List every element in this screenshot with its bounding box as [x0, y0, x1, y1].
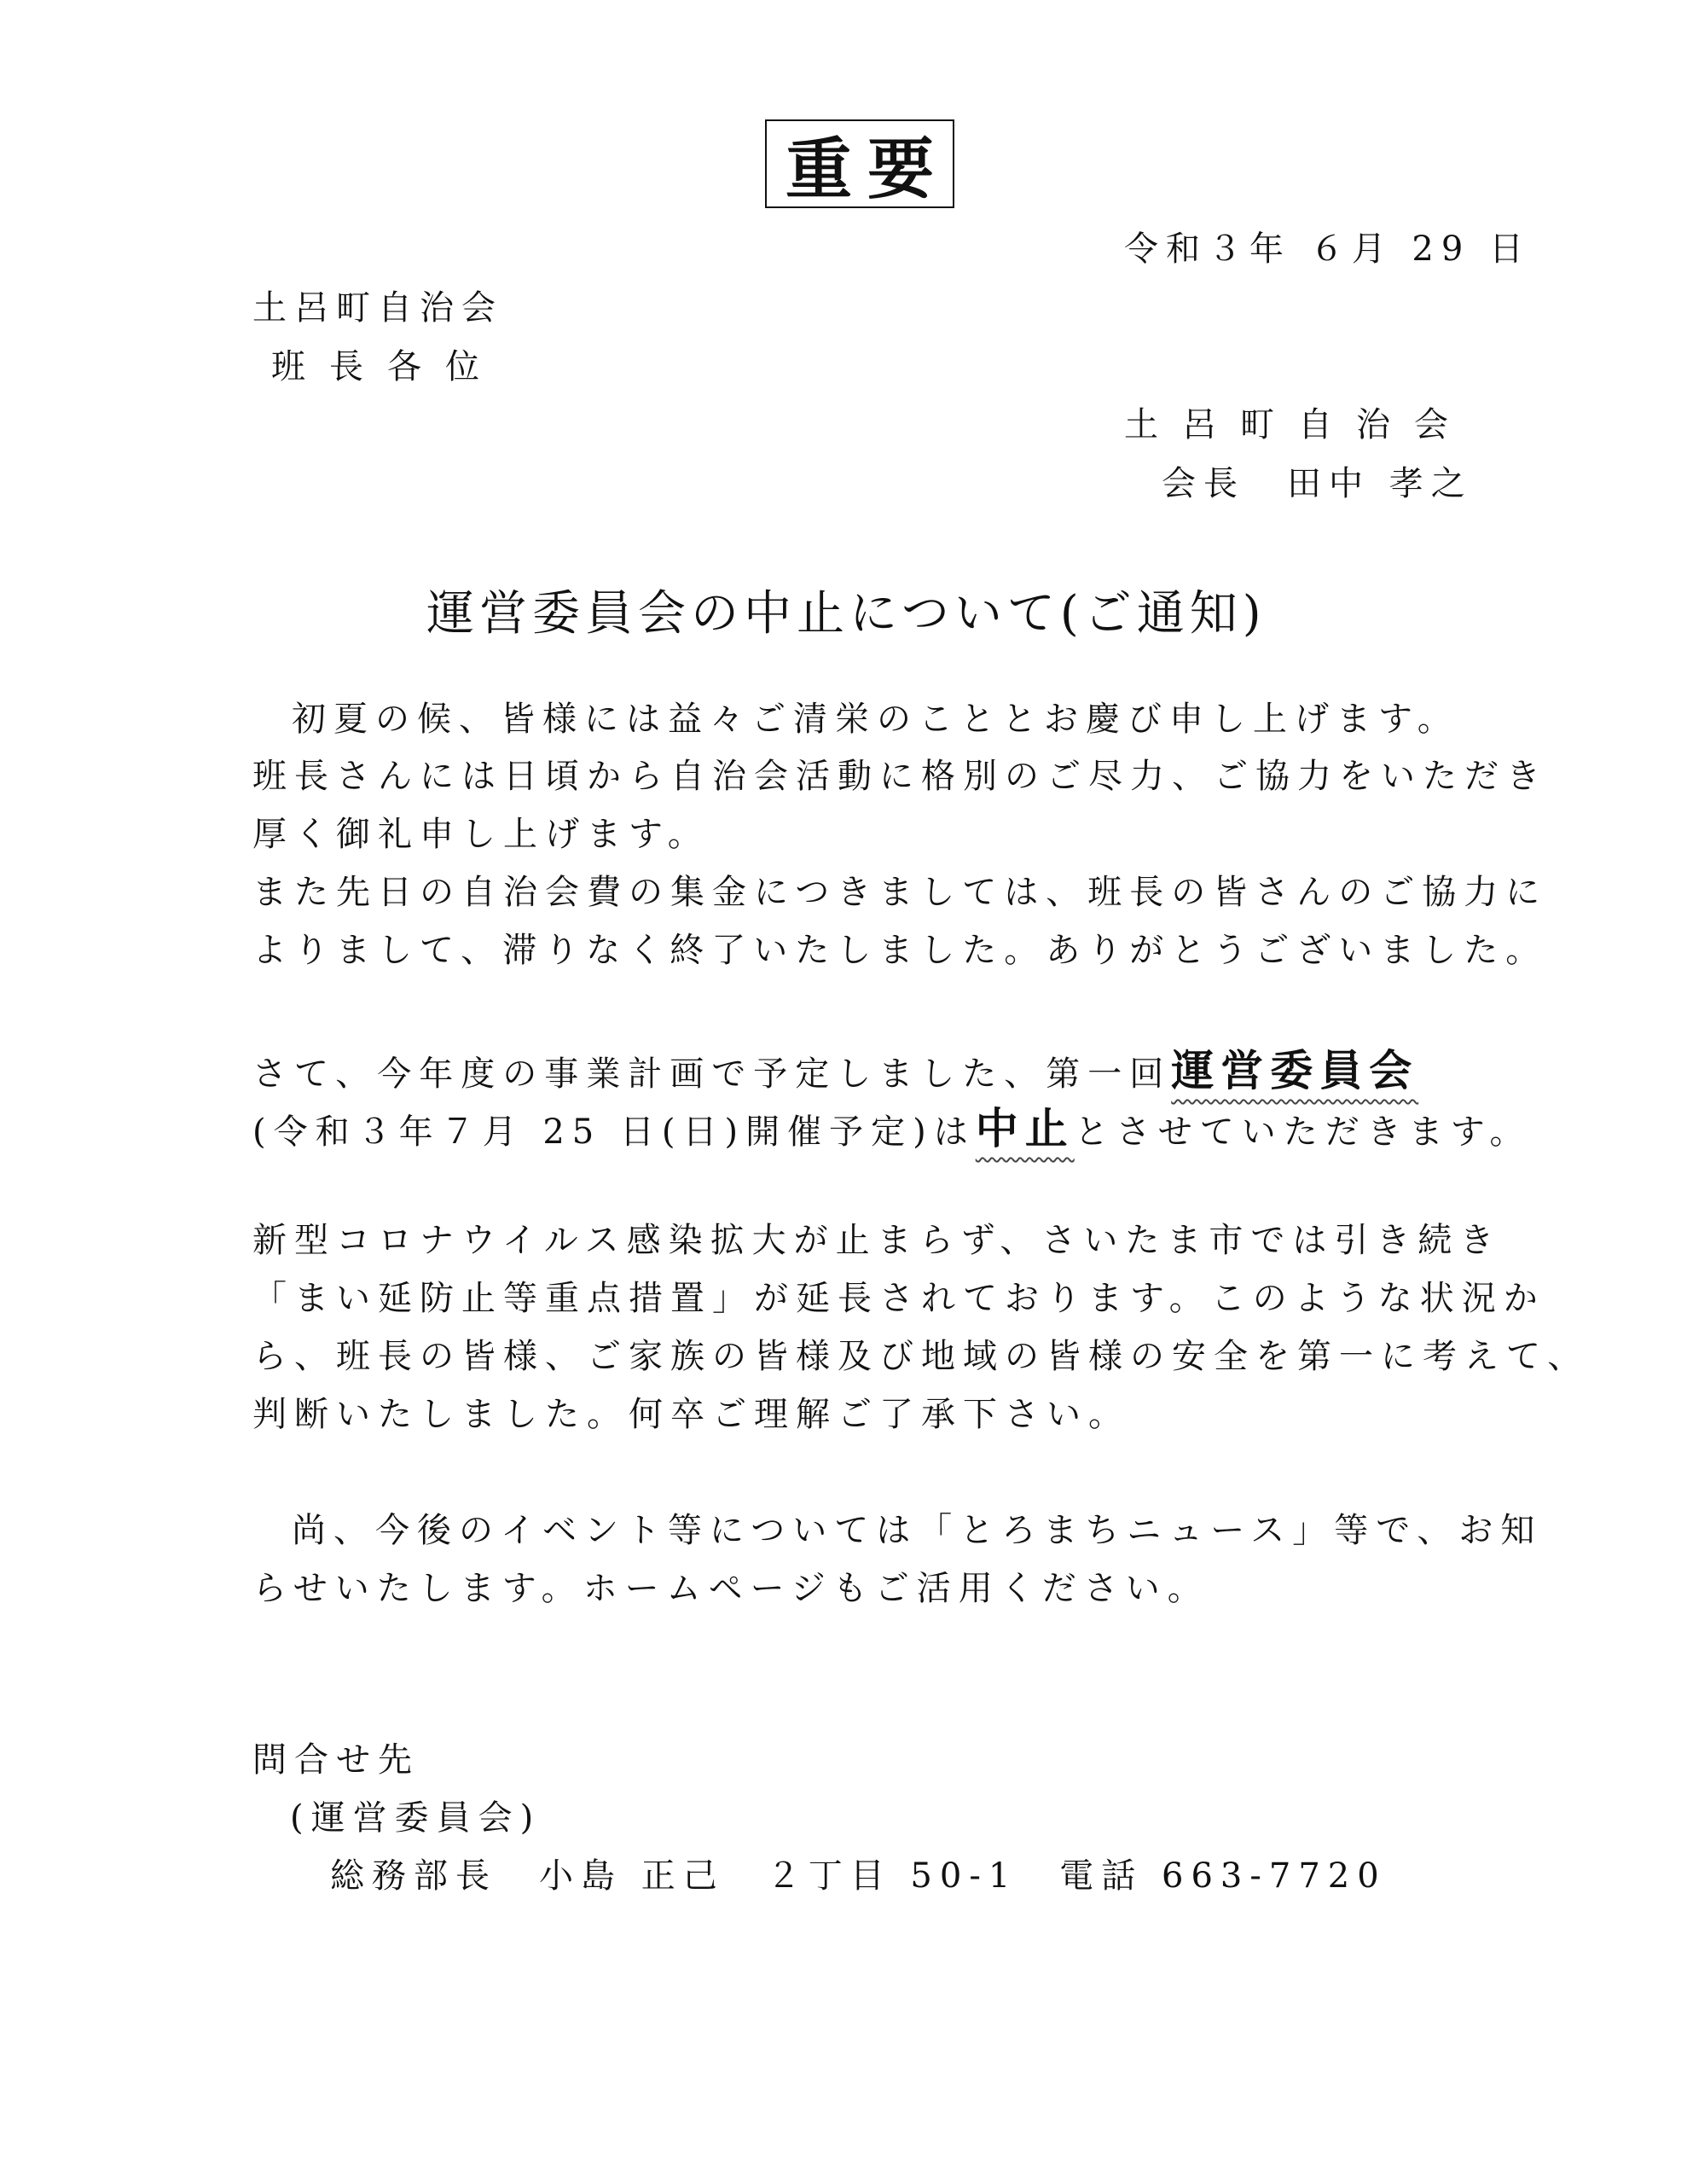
paragraph-1-line-4: また先日の自治会費の集金につきましては、班長の皆さんのご協力に: [252, 873, 1548, 912]
addressee-recipients: 班長各位: [271, 347, 503, 386]
important-heading: 重要: [785, 131, 949, 208]
document-title: 運営委員会の中止について(ご通知): [426, 586, 1267, 642]
paragraph-1-line-3: 厚く御礼申し上げます。: [252, 815, 710, 854]
cancellation-ending-text: とさせていただきます。: [1074, 1112, 1532, 1152]
sender-name: 会長 田中 孝之: [1162, 464, 1473, 503]
paragraph-3-line-4: 判断いたしました。何卒ご理解ご了承下さい。: [252, 1395, 1130, 1434]
paragraph-1-line-1: 初夏の候、皆様には益々ご清栄のこととお慶び申し上げます。: [292, 700, 1459, 739]
cancellation-emphasis: 中止: [975, 1104, 1075, 1153]
paragraph-3-line-2: 「まい延防止等重点措置」が延長されております。このような状況か: [252, 1279, 1545, 1318]
meeting-date-text: (令和３年７月 25 日(日)開催予定)は: [252, 1112, 976, 1152]
paragraph-1-line-2: 班長さんには日頃から自治会活動に格別のご尽力、ご協力をいただき: [252, 757, 1548, 796]
contact-label: 問合せ先: [252, 1740, 420, 1780]
paragraph-3-line-1: 新型コロナウイルス感染拡大が止まらず、さいたま市では引き続き: [252, 1221, 1502, 1260]
contact-details: 総務部長 小島 正己 ２丁目 50-1 電話 663-7720: [330, 1856, 1387, 1896]
paragraph-4-line-1: 尚、今後のイベント等については「とろまちニュース」等で、お知: [292, 1511, 1543, 1550]
contact-group: (運営委員会): [290, 1798, 542, 1838]
paragraph-2-line-2: [252, 1104, 1532, 1153]
important-heading-box: [765, 119, 954, 208]
paragraph-4-line-2: らせいたします。ホームページもご活用ください。: [252, 1569, 1209, 1608]
paragraph-2-line-1: [252, 1046, 1419, 1095]
paragraph-3-line-3: ら、班長の皆様、ご家族の皆様及び地域の皆様の安全を第一に考えて、: [252, 1337, 1590, 1376]
committee-emphasis: 運営委員会: [1171, 1046, 1419, 1095]
issue-date: 令和３年 ６月 29 日: [1124, 229, 1532, 269]
paragraph-1-line-5: よりまして、滞りなく終了いたしました。ありがとうございました。: [252, 931, 1548, 970]
sender-organization: 土呂町自治会: [1124, 405, 1472, 444]
addressee-organization: 土呂町自治会: [252, 288, 503, 328]
cancellation-intro-text: さて、今年度の事業計画で予定しました、第一回: [252, 1054, 1172, 1094]
